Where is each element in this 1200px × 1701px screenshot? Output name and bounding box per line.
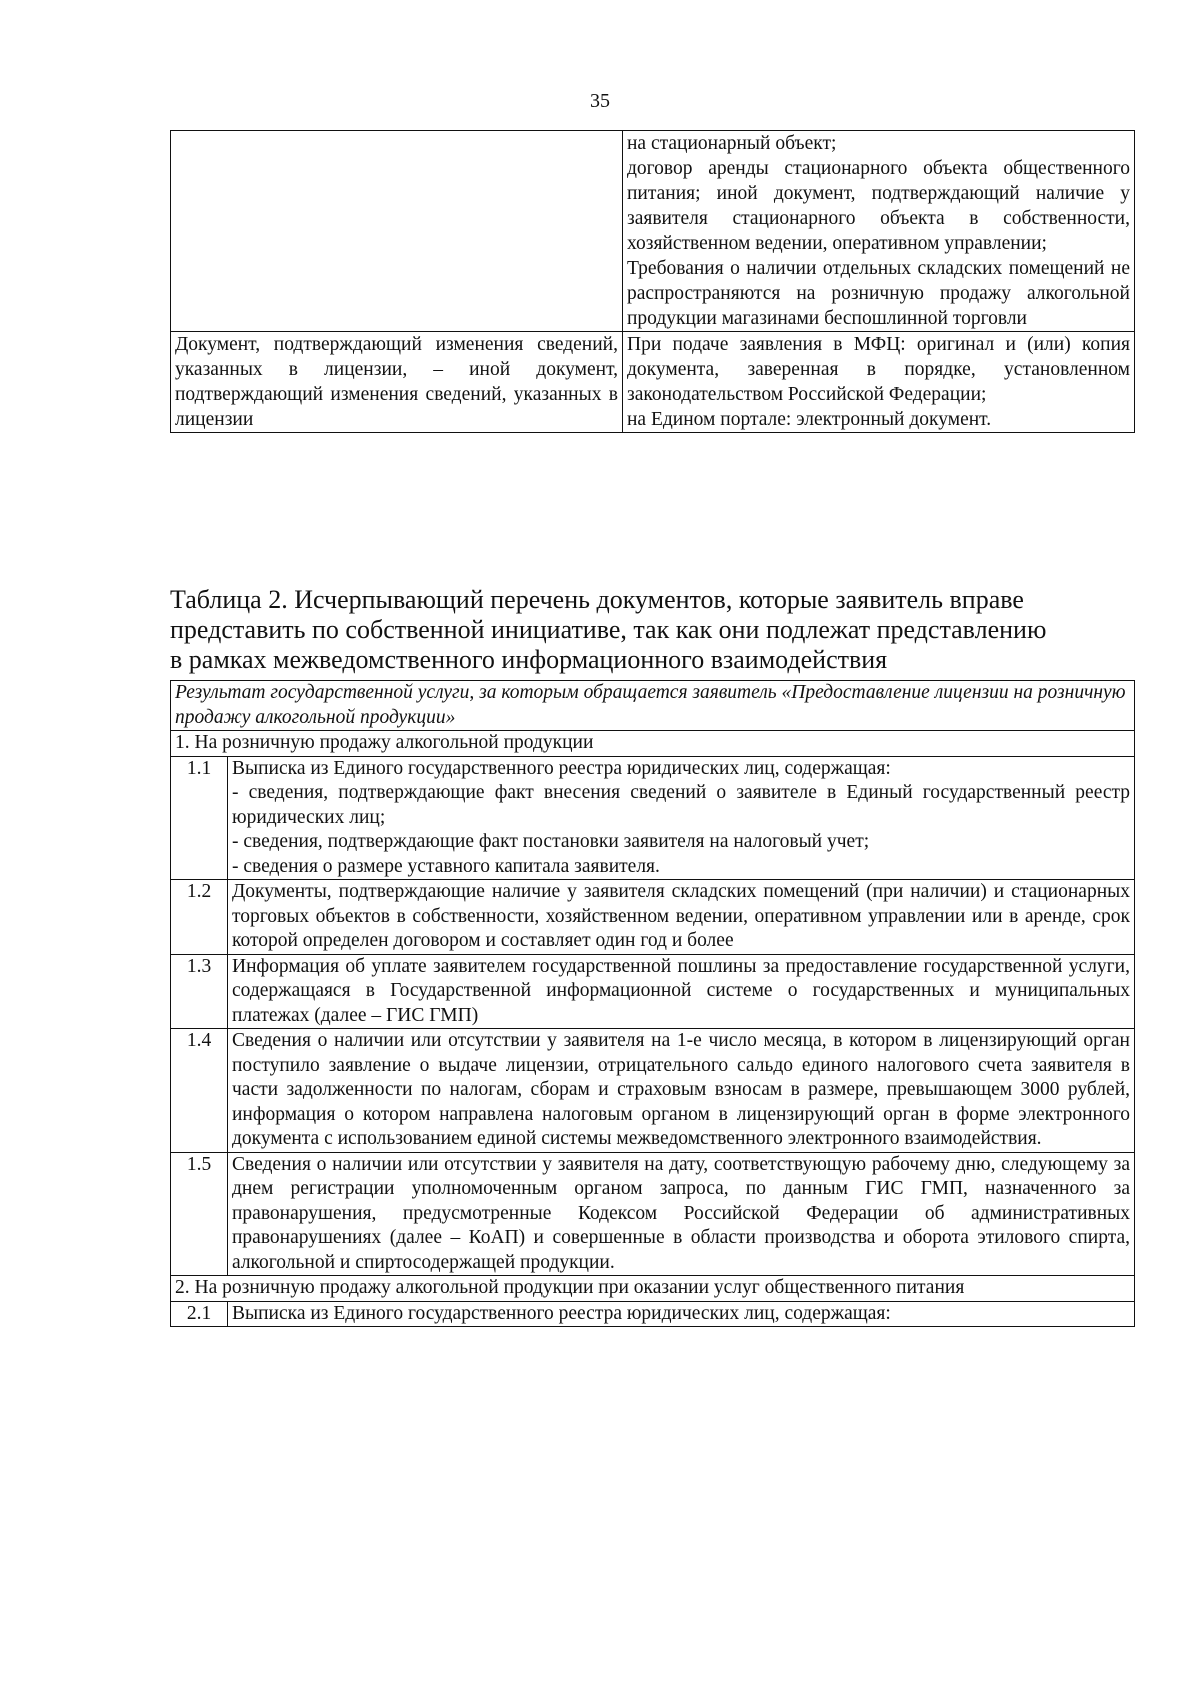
cell-line: на стационарный объект; bbox=[627, 133, 837, 154]
cell-line: Выписка из Единого государственного реестра юридических лиц, содержащая: bbox=[232, 757, 891, 779]
section-row bbox=[171, 1276, 1135, 1302]
section-title: 1. На розничную продажу алкогольной продукции bbox=[171, 731, 1135, 757]
row-number: 1.2 bbox=[171, 880, 228, 955]
row-number: 1.5 bbox=[171, 1152, 228, 1276]
table-cell: Документы, подтверждающие наличие у заявителя складских помещений (при наличии) и стационарных торговых объектов в собственности, хозяйственном ведении, оперативном управлении или в аренде, срок которой определен договором и составляет один год и более bbox=[228, 880, 1135, 955]
caption-line: в рамках межведомственного информационного взаимодействия bbox=[170, 645, 888, 674]
table-cell: Сведения о наличии или отсутствии у заявителя на 1-е число месяца, в котором в лицензирующий орган поступило заявление о выдаче лицензии, отрицательного сальдо единого налогового счета заявителя в части задолженности по налогам, сборам и страховым взносам в размере, превышающем 3000 рублей, информация о котором направлена налоговым органом в лицензирующий орган в форме электронного документа с использованием единой системы межведомственного электронного взаимодействия. bbox=[228, 1029, 1135, 1153]
table-row bbox=[171, 1029, 1135, 1153]
table-header: Результат государственной услуги, за которым обращается заявитель «Предоставление лицензии на розничную продажу алкогольной продукции» bbox=[171, 681, 1135, 731]
row-number: 1.1 bbox=[171, 756, 228, 880]
table-caption bbox=[170, 585, 1135, 675]
cell-line: на Едином портале: электронный документ. bbox=[627, 409, 992, 430]
caption-line: Таблица 2. Исчерпывающий перечень документов, которые заявитель вправе bbox=[170, 585, 1024, 614]
table-cell bbox=[623, 131, 1135, 332]
page-number: 35 bbox=[590, 90, 610, 112]
section-row bbox=[171, 731, 1135, 757]
row-number: 2.1 bbox=[171, 1301, 228, 1327]
caption-line: представить по собственной инициативе, так как они подлежат представлению bbox=[170, 615, 1047, 644]
documents-table-continued bbox=[170, 130, 1135, 433]
cell-line: При подаче заявления в МФЦ: оригинал и (или) копия документа, заверенная в порядке, установленном законодательством Российской Федерации; bbox=[627, 334, 1130, 405]
cell-line: Требования о наличии отдельных складских помещений не распространяются на розничную продажу алкогольной продукции магазинами беспошлинной торговли bbox=[627, 258, 1130, 329]
row-number: 1.3 bbox=[171, 954, 228, 1029]
table-cell: Информация об уплате заявителем государственной пошлины за предоставление государственной услуги, содержащаяся в Государственной информационной системе о государственных и муниципальных платежах (далее – ГИС ГМП) bbox=[228, 954, 1135, 1029]
table-row bbox=[171, 880, 1135, 955]
table-row bbox=[171, 1152, 1135, 1276]
table-header-row bbox=[171, 681, 1135, 731]
cell-line: - сведения о размере уставного капитала заявителя. bbox=[232, 855, 660, 877]
table-cell: Выписка из Единого государственного реестра юридических лиц, содержащая: bbox=[228, 1301, 1135, 1327]
cell-line: - сведения, подтверждающие факт внесения сведений о заявителе в Единый государственный реестр юридических лиц; bbox=[232, 782, 1130, 828]
table-cell: Сведения о наличии или отсутствии у заявителя на дату, соответствующую рабочему дню, следующему за днем регистрации уполномоченным органом запроса, по данным ГИС ГМП, назначенного за правонарушения, предусмотренные Кодексом Российской Федерации об административных правонарушениях (далее – КоАП) и совершенные в области производства и оборота этилового спирта, алкогольной и спиртосодержащей продукции. bbox=[228, 1152, 1135, 1276]
table-cell bbox=[623, 332, 1135, 433]
documents-table-2 bbox=[170, 680, 1135, 1327]
table-row bbox=[171, 131, 1135, 332]
table-cell: Документ, подтверждающий изменения сведений, указанных в лицензии, – иной документ, подтверждающий изменения сведений, указанных в лицензии bbox=[171, 332, 623, 433]
table-cell bbox=[228, 756, 1135, 880]
table-cell-empty bbox=[171, 131, 623, 332]
table-row bbox=[171, 332, 1135, 433]
section-title: 2. На розничную продажу алкогольной продукции при оказании услуг общественного питания bbox=[171, 1276, 1135, 1302]
cell-line: договор аренды стационарного объекта общественного питания; иной документ, подтверждающий наличие у заявителя стационарного объекта в собственности, хозяйственном ведении, оперативном управлении; bbox=[627, 158, 1130, 254]
table-row bbox=[171, 1301, 1135, 1327]
table-row bbox=[171, 954, 1135, 1029]
row-number: 1.4 bbox=[171, 1029, 228, 1153]
table-row bbox=[171, 756, 1135, 880]
cell-line: - сведения, подтверждающие факт постановки заявителя на налоговый учет; bbox=[232, 831, 870, 852]
